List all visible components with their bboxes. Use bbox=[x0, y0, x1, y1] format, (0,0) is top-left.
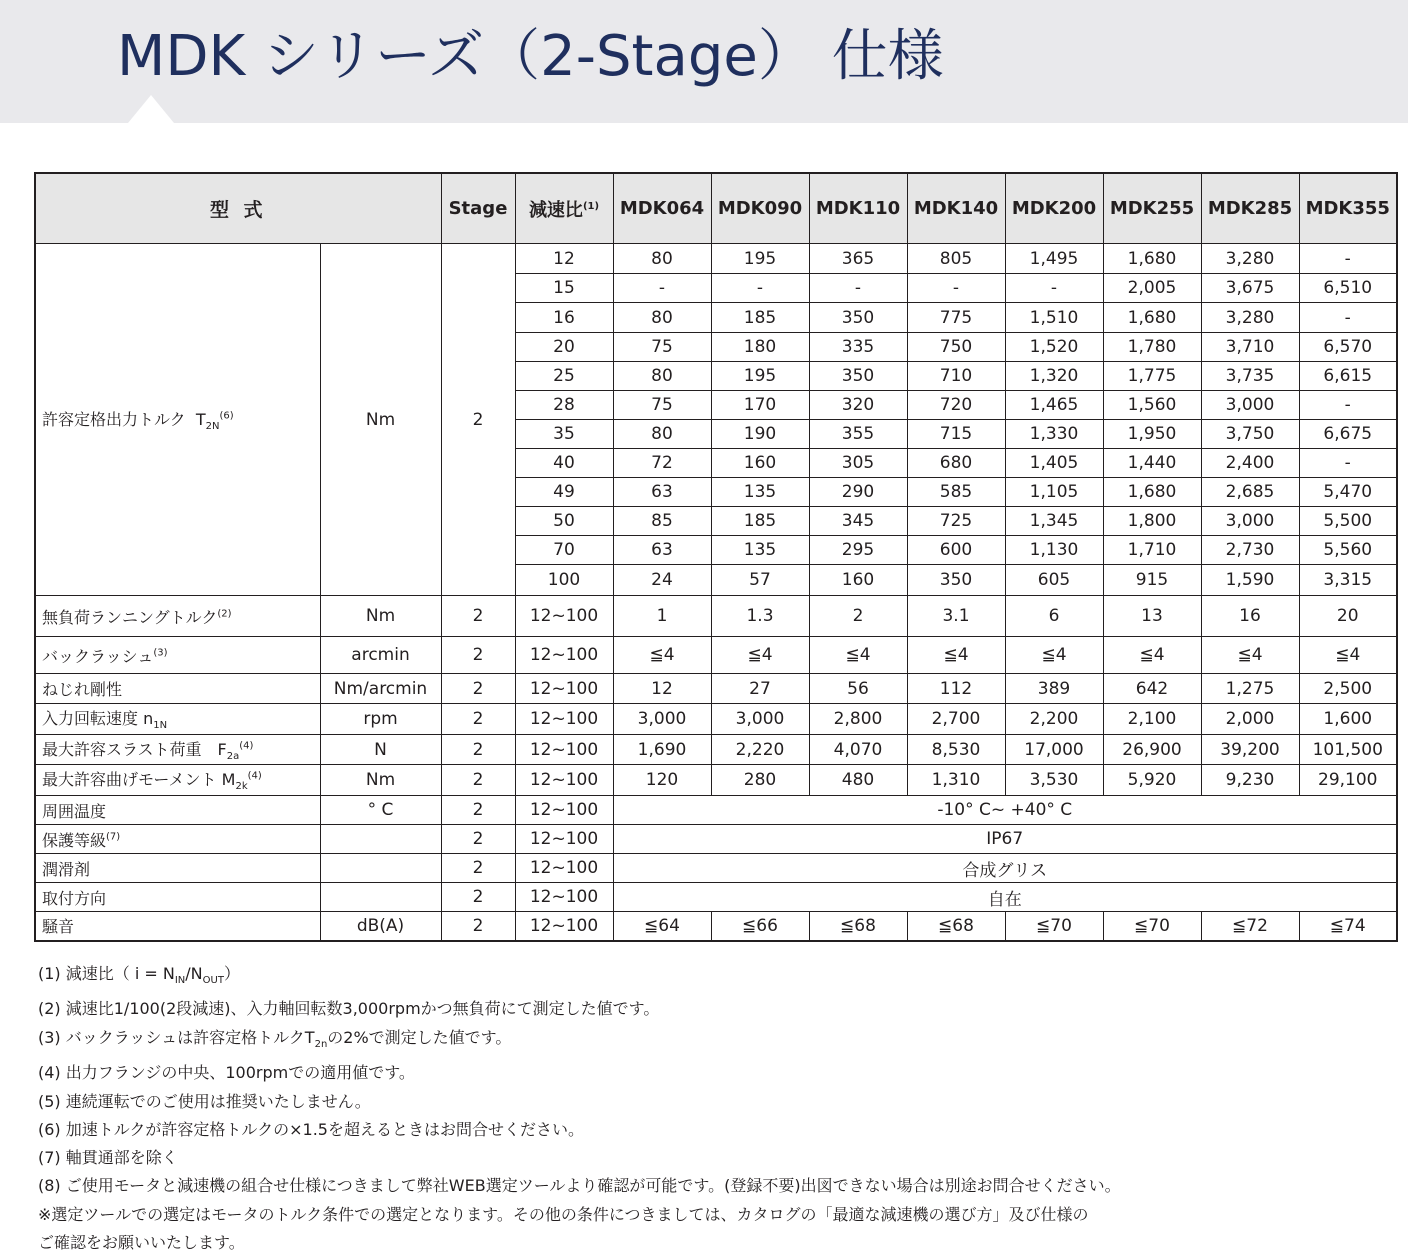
table-cell: - bbox=[1299, 391, 1397, 420]
table-row bbox=[35, 735, 1397, 765]
table-cell: 1,590 bbox=[1201, 565, 1299, 596]
table-cell: 350 bbox=[809, 303, 907, 333]
table-cell: ≦4 bbox=[1005, 637, 1103, 674]
row-value-span: IP67 bbox=[613, 825, 1397, 854]
row-stage: 2 bbox=[441, 854, 515, 883]
table-cell: 6 bbox=[1005, 596, 1103, 637]
table-cell: 350 bbox=[809, 362, 907, 391]
table-cell: 3,000 bbox=[613, 704, 711, 735]
row-ratio: 70 bbox=[515, 536, 613, 565]
row-unit bbox=[320, 883, 441, 912]
table-cell: 1,775 bbox=[1103, 362, 1201, 391]
row-label: 周囲温度 bbox=[35, 796, 320, 825]
table-cell: 1,320 bbox=[1005, 362, 1103, 391]
table-cell: 3,000 bbox=[1201, 391, 1299, 420]
table-cell: 3.1 bbox=[907, 596, 1005, 637]
row-value-span: -10° C~ +40° C bbox=[613, 796, 1397, 825]
table-cell: 190 bbox=[711, 420, 809, 449]
table-cell: 75 bbox=[613, 333, 711, 362]
table-cell: 3,710 bbox=[1201, 333, 1299, 362]
table-cell: ≦4 bbox=[1103, 637, 1201, 674]
table-cell: 2,200 bbox=[1005, 704, 1103, 735]
row-label: バックラッシュ$^{(3)}$ bbox=[35, 637, 320, 674]
table-cell: 1,680 bbox=[1103, 244, 1201, 274]
table-cell: 2,000 bbox=[1201, 704, 1299, 735]
table-cell: ≦70 bbox=[1005, 912, 1103, 941]
table-cell: 16 bbox=[1201, 596, 1299, 637]
table-cell: 1,510 bbox=[1005, 303, 1103, 333]
header-row bbox=[35, 173, 1397, 244]
table-cell: 120 bbox=[613, 765, 711, 796]
table-cell: 3,000 bbox=[1201, 507, 1299, 536]
table-cell: 335 bbox=[809, 333, 907, 362]
row-label: 騒音 bbox=[35, 912, 320, 941]
table-cell: 63 bbox=[613, 478, 711, 507]
table-cell: 2,730 bbox=[1201, 536, 1299, 565]
table-cell: 1,710 bbox=[1103, 536, 1201, 565]
table-cell: 5,560 bbox=[1299, 536, 1397, 565]
table-cell: 5,500 bbox=[1299, 507, 1397, 536]
table-cell: 355 bbox=[809, 420, 907, 449]
row-value-span: 合成グリス bbox=[613, 854, 1397, 883]
row-label: 最大許容曲げモーメント $M_{2k}^{(4)}$ bbox=[35, 765, 320, 796]
table-cell: 75 bbox=[613, 391, 711, 420]
table-cell: 80 bbox=[613, 362, 711, 391]
table-cell: ≦68 bbox=[907, 912, 1005, 941]
table-cell: 1,680 bbox=[1103, 478, 1201, 507]
footnote: (7) 軸貫通部を除く bbox=[38, 1148, 178, 1168]
table-cell: 3,530 bbox=[1005, 765, 1103, 796]
table-cell: 2,800 bbox=[809, 704, 907, 735]
table-cell: - bbox=[1005, 274, 1103, 303]
header-model-5: MDK255 bbox=[1103, 173, 1201, 244]
table-cell: 1,690 bbox=[613, 735, 711, 765]
row-ratio: 12~100 bbox=[515, 796, 613, 825]
row-stage: 2 bbox=[441, 796, 515, 825]
table-cell: 805 bbox=[907, 244, 1005, 274]
table-cell: 1,440 bbox=[1103, 449, 1201, 478]
table-cell: 1,780 bbox=[1103, 333, 1201, 362]
table-cell: - bbox=[1299, 449, 1397, 478]
table-cell: 600 bbox=[907, 536, 1005, 565]
row-ratio: 49 bbox=[515, 478, 613, 507]
table-cell: - bbox=[907, 274, 1005, 303]
table-cell: 1,345 bbox=[1005, 507, 1103, 536]
footnote: ご確認をお願いいたします。 bbox=[38, 1233, 245, 1253]
table-cell: 1,495 bbox=[1005, 244, 1103, 274]
row-ratio: 28 bbox=[515, 391, 613, 420]
header-model-label: 型 式 bbox=[35, 173, 441, 244]
table-cell: 72 bbox=[613, 449, 711, 478]
table-cell: 2,685 bbox=[1201, 478, 1299, 507]
row-ratio: 40 bbox=[515, 449, 613, 478]
banner-notch bbox=[128, 95, 174, 123]
table-cell: - bbox=[711, 274, 809, 303]
table-cell: 1,600 bbox=[1299, 704, 1397, 735]
table-cell: - bbox=[1299, 244, 1397, 274]
table-cell: 3,280 bbox=[1201, 244, 1299, 274]
table-cell: 6,615 bbox=[1299, 362, 1397, 391]
row-ratio: 16 bbox=[515, 303, 613, 333]
footnote: ※選定ツールでの選定はモータのトルク条件での選定となります。その他の条件につきましては、カタログの「最適な減速機の選び方」及び仕様の bbox=[38, 1204, 1089, 1224]
footnotes bbox=[38, 960, 1398, 1257]
table-cell: 4,070 bbox=[809, 735, 907, 765]
table-cell: 6,675 bbox=[1299, 420, 1397, 449]
table-cell: 290 bbox=[809, 478, 907, 507]
row-ratio: 12~100 bbox=[515, 596, 613, 637]
table-cell: ≦4 bbox=[809, 637, 907, 674]
table-cell: 3,280 bbox=[1201, 303, 1299, 333]
table-cell: - bbox=[613, 274, 711, 303]
row-ratio: 12~100 bbox=[515, 912, 613, 941]
table-cell: 1,800 bbox=[1103, 507, 1201, 536]
table-cell: 350 bbox=[907, 565, 1005, 596]
table-cell: 170 bbox=[711, 391, 809, 420]
table-cell: 80 bbox=[613, 244, 711, 274]
footnote: (5) 連続運転でのご使用は推奨いたしません。 bbox=[38, 1091, 371, 1111]
row-ratio: 12~100 bbox=[515, 704, 613, 735]
table-cell: 1,130 bbox=[1005, 536, 1103, 565]
table-cell: 1 bbox=[613, 596, 711, 637]
table-cell: 6,570 bbox=[1299, 333, 1397, 362]
table-cell: 56 bbox=[809, 674, 907, 704]
table-cell: 642 bbox=[1103, 674, 1201, 704]
table-cell: 280 bbox=[711, 765, 809, 796]
table-row bbox=[35, 825, 1397, 854]
table-cell: 720 bbox=[907, 391, 1005, 420]
row-stage: 2 bbox=[441, 735, 515, 765]
header-model-3: MDK140 bbox=[907, 173, 1005, 244]
header-model-6: MDK285 bbox=[1201, 173, 1299, 244]
table-cell: 29,100 bbox=[1299, 765, 1397, 796]
table-cell: 3,000 bbox=[711, 704, 809, 735]
table-cell: 750 bbox=[907, 333, 1005, 362]
table-row bbox=[35, 883, 1397, 912]
row-ratio: 12 bbox=[515, 244, 613, 274]
row-label: 無負荷ランニングトルク$^{(2)}$ bbox=[35, 596, 320, 637]
table-cell: 101,500 bbox=[1299, 735, 1397, 765]
table-cell: 1,680 bbox=[1103, 303, 1201, 333]
row-label: 潤滑剤 bbox=[35, 854, 320, 883]
table-row bbox=[35, 596, 1397, 637]
table-cell: ≦4 bbox=[711, 637, 809, 674]
row-stage: 2 bbox=[441, 596, 515, 637]
table-cell: 365 bbox=[809, 244, 907, 274]
row-unit bbox=[320, 854, 441, 883]
table-cell: 80 bbox=[613, 420, 711, 449]
table-cell: 160 bbox=[809, 565, 907, 596]
table-cell: 2,500 bbox=[1299, 674, 1397, 704]
table-cell: 6,510 bbox=[1299, 274, 1397, 303]
row-unit bbox=[320, 825, 441, 854]
row-unit: Nm bbox=[320, 765, 441, 796]
table-row bbox=[35, 796, 1397, 825]
row-stage: 2 bbox=[441, 883, 515, 912]
table-cell: 3,735 bbox=[1201, 362, 1299, 391]
table-cell: 17,000 bbox=[1005, 735, 1103, 765]
row-label: 許容定格出力トルク $T_{2N}^{(6)}$ bbox=[35, 244, 320, 596]
table-cell: 2,100 bbox=[1103, 704, 1201, 735]
row-unit: rpm bbox=[320, 704, 441, 735]
row-label: 取付方向 bbox=[35, 883, 320, 912]
row-ratio: 15 bbox=[515, 274, 613, 303]
row-unit: Nm bbox=[320, 596, 441, 637]
table-cell: 775 bbox=[907, 303, 1005, 333]
row-unit: ° C bbox=[320, 796, 441, 825]
table-cell: 295 bbox=[809, 536, 907, 565]
row-value-span: 自在 bbox=[613, 883, 1397, 912]
table-cell: 195 bbox=[711, 362, 809, 391]
table-cell: 1,105 bbox=[1005, 478, 1103, 507]
footnote: (1) 減速比（ $i = N_{IN}/N_{OUT}$） bbox=[38, 964, 240, 987]
table-cell: ≦4 bbox=[613, 637, 711, 674]
footnote: (6) 加速トルクが許容定格トルクの×1.5を超えるときはお問合せください。 bbox=[38, 1119, 584, 1139]
footnote: (3) バックラッシュは許容定格トルク$T_{2n}$の2%で測定した値です。 bbox=[38, 1027, 512, 1050]
row-stage: 2 bbox=[441, 637, 515, 674]
table-cell: 5,470 bbox=[1299, 478, 1397, 507]
header-ratio: 減速比$^{(1)}$ bbox=[515, 173, 613, 244]
row-stage: 2 bbox=[441, 912, 515, 941]
table-cell: 135 bbox=[711, 536, 809, 565]
table-cell: 26,900 bbox=[1103, 735, 1201, 765]
table-row bbox=[35, 912, 1397, 941]
footnote: (4) 出力フランジの中央、100rpmでの適用値です。 bbox=[38, 1063, 415, 1083]
table-cell: ≦64 bbox=[613, 912, 711, 941]
table-cell: - bbox=[809, 274, 907, 303]
table-cell: 63 bbox=[613, 536, 711, 565]
table-cell: 710 bbox=[907, 362, 1005, 391]
table-cell: ≦74 bbox=[1299, 912, 1397, 941]
table-cell: 680 bbox=[907, 449, 1005, 478]
table-cell: - bbox=[1299, 303, 1397, 333]
table-cell: 13 bbox=[1103, 596, 1201, 637]
row-stage: 2 bbox=[441, 674, 515, 704]
table-cell: 12 bbox=[613, 674, 711, 704]
table-cell: 85 bbox=[613, 507, 711, 536]
table-cell: 320 bbox=[809, 391, 907, 420]
header-stage: Stage bbox=[441, 173, 515, 244]
table-cell: 80 bbox=[613, 303, 711, 333]
row-stage: 2 bbox=[441, 704, 515, 735]
footnote: (8) ご使用モータと減速機の組合せ仕様につきまして弊社WEB選定ツールより確認が可能です。(登録不要)出図できない場合は別途お問合せください。 bbox=[38, 1176, 1121, 1196]
table-cell: 2,005 bbox=[1103, 274, 1201, 303]
table-cell: 605 bbox=[1005, 565, 1103, 596]
table-cell: 305 bbox=[809, 449, 907, 478]
table-row bbox=[35, 765, 1397, 796]
table-cell: ≦70 bbox=[1103, 912, 1201, 941]
row-ratio: 25 bbox=[515, 362, 613, 391]
table-cell: 1,950 bbox=[1103, 420, 1201, 449]
table-cell: 160 bbox=[711, 449, 809, 478]
table-cell: 112 bbox=[907, 674, 1005, 704]
table-cell: 195 bbox=[711, 244, 809, 274]
row-ratio: 12~100 bbox=[515, 883, 613, 912]
table-cell: ≦4 bbox=[1299, 637, 1397, 674]
table-cell: 725 bbox=[907, 507, 1005, 536]
row-ratio: 12~100 bbox=[515, 825, 613, 854]
row-ratio: 12~100 bbox=[515, 765, 613, 796]
table-cell: 915 bbox=[1103, 565, 1201, 596]
table-cell: 2,400 bbox=[1201, 449, 1299, 478]
table-cell: 480 bbox=[809, 765, 907, 796]
table-row bbox=[35, 244, 1397, 274]
table-cell: 2,220 bbox=[711, 735, 809, 765]
table-cell: 1.3 bbox=[711, 596, 809, 637]
row-unit: Nm bbox=[320, 244, 441, 596]
table-row bbox=[35, 704, 1397, 735]
table-cell: 1,330 bbox=[1005, 420, 1103, 449]
table-cell: 1,405 bbox=[1005, 449, 1103, 478]
row-ratio: 12~100 bbox=[515, 637, 613, 674]
table-row bbox=[35, 674, 1397, 704]
table-cell: 2,700 bbox=[907, 704, 1005, 735]
table-cell: 3,750 bbox=[1201, 420, 1299, 449]
header-model-4: MDK200 bbox=[1005, 173, 1103, 244]
table-cell: ≦4 bbox=[907, 637, 1005, 674]
table-cell: 39,200 bbox=[1201, 735, 1299, 765]
header-model-2: MDK110 bbox=[809, 173, 907, 244]
table-cell: ≦68 bbox=[809, 912, 907, 941]
footnote: (2) 減速比1/100(2段減速)、入力軸回転数3,000rpmかつ無負荷にて測定した値です。 bbox=[38, 999, 660, 1019]
row-stage: 2 bbox=[441, 244, 515, 596]
row-ratio: 12~100 bbox=[515, 854, 613, 883]
table-cell: 1,560 bbox=[1103, 391, 1201, 420]
table-cell: 345 bbox=[809, 507, 907, 536]
row-label: 入力回転速度 $n_{1N}$ bbox=[35, 704, 320, 735]
table-cell: 1,310 bbox=[907, 765, 1005, 796]
row-label: 最大許容スラスト荷重 $F_{2a}^{(4)}$ bbox=[35, 735, 320, 765]
table-cell: 1,275 bbox=[1201, 674, 1299, 704]
table-row bbox=[35, 637, 1397, 674]
row-ratio: 100 bbox=[515, 565, 613, 596]
table-cell: 185 bbox=[711, 507, 809, 536]
table-cell: ≦4 bbox=[1201, 637, 1299, 674]
table-cell: 27 bbox=[711, 674, 809, 704]
spec-table bbox=[34, 172, 1398, 942]
table-cell: 57 bbox=[711, 565, 809, 596]
row-unit: arcmin bbox=[320, 637, 441, 674]
header-model-7: MDK355 bbox=[1299, 173, 1397, 244]
table-cell: 2 bbox=[809, 596, 907, 637]
row-unit: dB(A) bbox=[320, 912, 441, 941]
table-cell: 185 bbox=[711, 303, 809, 333]
table-cell: 3,315 bbox=[1299, 565, 1397, 596]
row-ratio: 35 bbox=[515, 420, 613, 449]
table-cell: 715 bbox=[907, 420, 1005, 449]
table-cell: ≦66 bbox=[711, 912, 809, 941]
row-ratio: 20 bbox=[515, 333, 613, 362]
row-unit: N bbox=[320, 735, 441, 765]
table-cell: ≦72 bbox=[1201, 912, 1299, 941]
table-cell: 585 bbox=[907, 478, 1005, 507]
table-cell: 9,230 bbox=[1201, 765, 1299, 796]
table-cell: 1,520 bbox=[1005, 333, 1103, 362]
row-ratio: 12~100 bbox=[515, 735, 613, 765]
row-ratio: 50 bbox=[515, 507, 613, 536]
header-model-1: MDK090 bbox=[711, 173, 809, 244]
table-cell: 24 bbox=[613, 565, 711, 596]
row-label: 保護等級$^{(7)}$ bbox=[35, 825, 320, 854]
table-cell: 3,675 bbox=[1201, 274, 1299, 303]
row-stage: 2 bbox=[441, 765, 515, 796]
table-cell: 135 bbox=[711, 478, 809, 507]
table-cell: 5,920 bbox=[1103, 765, 1201, 796]
row-stage: 2 bbox=[441, 825, 515, 854]
table-cell: 8,530 bbox=[907, 735, 1005, 765]
table-cell: 1,465 bbox=[1005, 391, 1103, 420]
table-cell: 20 bbox=[1299, 596, 1397, 637]
table-row bbox=[35, 854, 1397, 883]
row-unit: Nm/arcmin bbox=[320, 674, 441, 704]
header-model-0: MDK064 bbox=[613, 173, 711, 244]
table-cell: 389 bbox=[1005, 674, 1103, 704]
row-ratio: 12~100 bbox=[515, 674, 613, 704]
row-label: ねじれ剛性 bbox=[35, 674, 320, 704]
table-cell: 180 bbox=[711, 333, 809, 362]
page-title: MDK シリーズ（2-Stage） 仕様 bbox=[117, 24, 944, 89]
